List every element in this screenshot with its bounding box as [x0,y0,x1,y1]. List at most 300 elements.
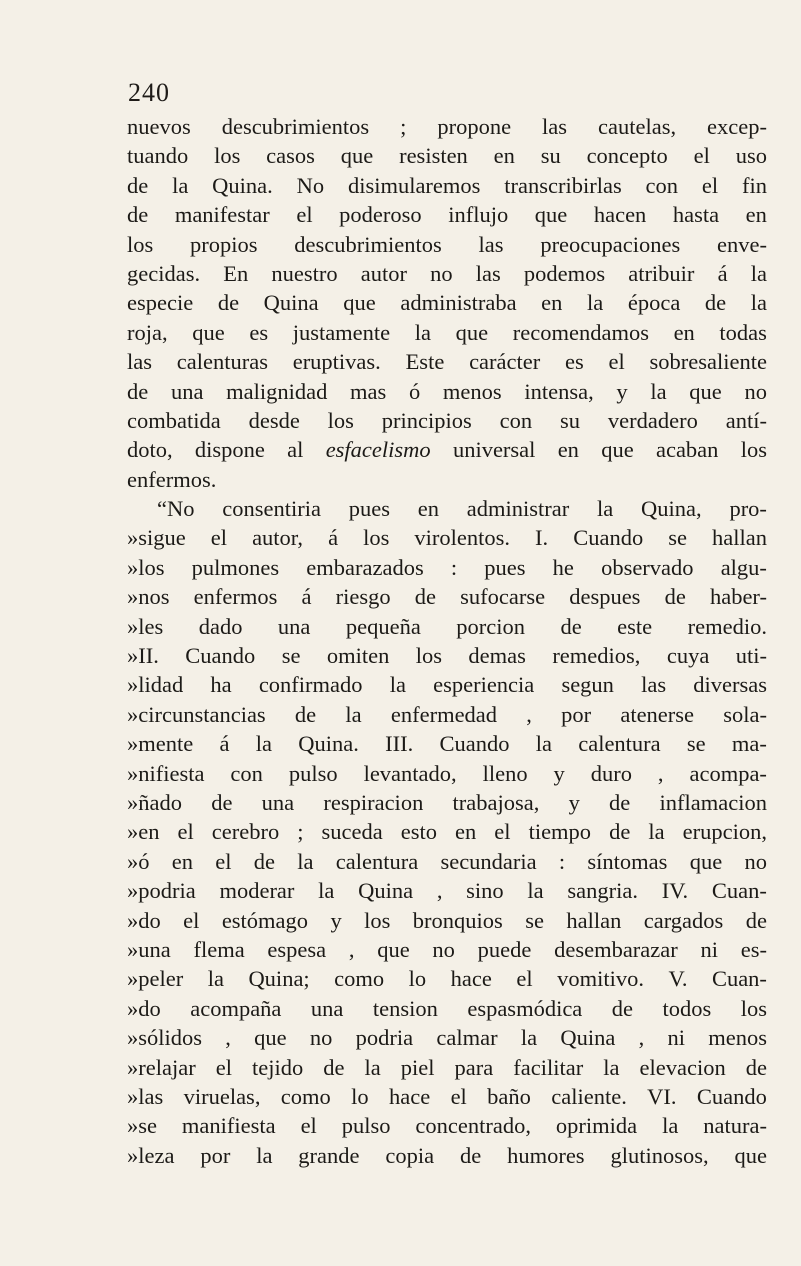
word: baño [487,1083,531,1109]
word: riesgo [335,584,391,610]
word: descubrimientos [294,231,442,257]
word: los [363,525,390,551]
word: secundaria [440,848,537,874]
word: calentura [335,848,419,874]
word: el [608,349,625,375]
word: cautelas, [598,114,677,139]
word: facilitar [513,1054,584,1080]
word: glutinosos, [610,1142,709,1168]
word: á [717,260,728,286]
word: las [478,231,504,257]
word: , [225,1025,231,1051]
word: diversas [693,672,767,698]
word: las [641,672,667,698]
word: el [450,1083,467,1109]
text-line [127,200,767,229]
word: enfermos. [127,466,217,492]
word: y [616,378,628,404]
word: remedio. [687,613,767,639]
word: hace [389,1083,431,1109]
word: sangria. [567,878,638,904]
word: en [455,819,477,845]
word: Quina. [298,731,359,757]
word: uso [735,143,767,169]
text-line [127,700,767,729]
word: una [261,789,295,815]
word: se [686,731,706,757]
word: se [281,643,301,669]
word: de [127,378,149,404]
word: la [527,878,544,904]
word: en [541,290,563,316]
word: los [214,143,241,169]
word: se [668,525,687,551]
word: Quina [358,878,414,904]
word: acaban [655,437,719,463]
word: caliente. [551,1083,627,1109]
word: roja, [127,319,168,345]
word: »relajar [127,1054,196,1080]
word: estómago [221,907,309,933]
word: la [255,731,272,757]
word: de [414,584,436,610]
word: á [219,731,230,757]
word: virolentos. [414,525,511,551]
word: en [745,202,767,228]
word: haber- [709,584,767,610]
word: enve- [717,231,767,257]
text-line [127,523,767,552]
word: de [127,202,149,228]
word: »sólidos [127,1025,203,1051]
word: su [540,143,561,169]
word: Cuando [696,1083,767,1109]
word: síntomas [587,848,668,874]
word: concepto [586,143,668,169]
word: »ó [127,848,150,874]
word: oprimida [555,1113,638,1139]
word: nuevos [127,114,191,139]
word: disimularemos [347,172,481,198]
word: cargados [643,907,724,933]
word: duro [590,760,632,786]
word: administrar [466,496,570,522]
word: Cuando [439,731,510,757]
word: »leza [127,1142,175,1168]
word: intensa, [524,378,594,404]
word: lleno [482,760,528,786]
word: Quina, [641,496,702,522]
word: »podria [127,878,196,904]
text-line [127,994,767,1023]
word: enfermos [193,584,278,610]
text-line [127,582,767,611]
word: En [223,260,249,286]
word: tension [372,995,438,1021]
word: carácter [469,349,541,375]
word: VI. [647,1083,677,1109]
word: fin [741,172,767,198]
text-line [127,318,767,347]
word: que [601,437,634,463]
word: pulso [341,1113,391,1139]
word: »nos [127,584,170,610]
word: esperiencia [433,672,535,698]
word: dispone [194,437,265,463]
text-line [127,259,767,288]
word: al [287,437,304,463]
word: la [389,672,406,698]
word: pues [484,554,526,580]
text-line [127,1082,767,1111]
word: su [560,407,581,433]
word: copia [385,1142,435,1168]
word: remedios, [552,643,641,669]
text-line [127,171,767,200]
word: ni [667,1025,685,1051]
word: : [450,554,458,580]
text-line [127,435,767,464]
word: pro- [729,496,767,522]
word: esfacelismo [325,437,431,463]
word: de [459,1142,482,1168]
word: ma- [731,731,767,757]
word: la [750,290,767,316]
word: por [561,701,592,727]
word: atribuir [628,260,695,286]
word: la [597,496,614,522]
word: el [516,966,533,992]
text-line [127,612,767,641]
word: la [414,319,432,345]
word: atenerse [620,701,695,727]
word: concentrado, [415,1113,531,1139]
word: una [170,378,204,404]
word: preocupaciones [540,231,681,257]
word: suceda [321,819,383,845]
word: observado [601,554,694,580]
word: que [689,378,722,404]
word: las [542,114,568,139]
word: Este [405,349,445,375]
word: y [330,907,342,933]
word: los [327,407,354,433]
word: doto, [127,437,173,463]
word: á [328,525,339,551]
word: que [343,290,376,316]
word: pequeña [345,613,421,639]
word: los [740,437,767,463]
word: la [603,1054,620,1080]
word: »sigue [127,525,186,551]
word: Cuan- [711,878,767,904]
word: »II. [127,643,159,669]
body-text [127,112,767,1170]
word: en [493,143,515,169]
word: podria [355,1025,414,1051]
word: la [750,260,767,286]
word: con [645,172,679,198]
word: piel [400,1054,435,1080]
word: de [323,1054,345,1080]
word: embarazados [306,554,424,580]
word: de [664,584,686,610]
word: acompa- [689,760,767,786]
word: el [183,907,200,933]
text-line [127,788,767,817]
word: de [609,819,631,845]
word: III. [385,731,414,757]
word: á [301,584,312,610]
text-line [127,288,767,317]
word: menos [708,1025,767,1051]
word: viruelas, [183,1083,261,1109]
word: Cuando [185,643,256,669]
word: que [455,319,489,345]
text-line [127,847,767,876]
word: ; [400,114,407,139]
word: despues [569,584,641,610]
word: autor [360,260,407,286]
word: mas [350,378,387,404]
word: de [253,848,275,874]
word: principios [381,407,472,433]
text-line [127,230,767,259]
word: “No [157,496,195,522]
word: sufocarse [460,584,546,610]
word: »circunstancias [127,701,266,727]
word: y [568,789,580,815]
word: se [525,907,544,933]
word: de [217,290,240,316]
word: demas [468,643,526,669]
word: la [297,848,314,874]
word: he [552,554,574,580]
word: recomendamos [512,319,649,345]
word: calentura [578,731,661,757]
word: , [657,760,664,786]
word: que [192,319,225,345]
word: antí- [725,407,767,433]
word: los [415,643,443,669]
word: de [127,172,149,198]
word: bronquios [412,907,503,933]
word: que [254,1025,287,1051]
text-line [127,465,767,494]
word: es- [740,936,767,962]
word: Quina [560,1025,616,1051]
word: menos [442,378,502,404]
text-line [127,553,767,582]
word: resisten [399,143,468,169]
word: confirmado [258,672,363,698]
word: las [127,349,152,375]
word: no [744,848,767,874]
word: No [296,172,325,198]
text-line [127,906,767,935]
word: dado [198,613,243,639]
word: que [734,1142,767,1168]
word: , [638,1025,645,1051]
word: verdadero [607,407,698,433]
word: ni [700,936,718,962]
word: el [693,143,710,169]
word: tiempo [528,819,592,845]
word: de [745,907,767,933]
word: : [558,848,566,874]
word: es [564,349,584,375]
word: hacen [593,202,647,228]
word: uti- [735,643,767,669]
word: especie [127,290,194,316]
word: »en [127,819,160,845]
word: el [494,819,511,845]
word: trabajosa, [452,789,540,815]
word: elevacion [639,1054,726,1080]
word: el [296,202,313,228]
text-line [127,1023,767,1052]
word: consentiria [222,496,321,522]
word: segun [561,672,614,698]
word: manifiesta [181,1113,276,1139]
text-line [127,759,767,788]
word: ha [210,672,232,698]
text-line [127,377,767,406]
word: para [454,1054,494,1080]
word: propios [190,231,258,257]
word: espesa [267,936,327,962]
word: de [609,789,631,815]
word: y [553,760,565,786]
word: una [310,995,344,1021]
word: de [294,701,317,727]
word: respiracion [323,789,424,815]
word: de [611,995,634,1021]
text-line [127,641,767,670]
word: Quina. [212,172,273,198]
word: casos [266,143,315,169]
word: de [704,290,727,316]
word: universal [452,437,536,463]
word: los [740,995,767,1021]
word: pues [348,496,390,522]
page-number: 240 [128,78,170,107]
word: calenturas [176,349,268,375]
word: la [535,731,552,757]
text-line [127,112,767,141]
word: gecidas. [127,260,201,286]
word: no [309,1025,333,1051]
word: que [689,848,723,874]
word: con [499,407,533,433]
word: la [520,1025,538,1051]
word: época [627,290,681,316]
text-line [127,729,767,758]
word: transcribirlas [504,172,622,198]
word: que [340,143,374,169]
word: podemos [523,260,606,286]
word: este [617,613,653,639]
word: hallan [712,525,767,551]
word: erupcion, [682,819,767,845]
word: »ñado [127,789,182,815]
word: el [210,525,228,551]
word: poderoso [339,202,422,228]
word: no [744,378,767,404]
text-line [127,406,767,435]
word: la [364,1054,381,1080]
word: eruptivas. [292,349,381,375]
word: todos [662,995,712,1021]
word: como [334,966,385,992]
word: sobresaliente [649,349,767,375]
word: »nifiesta [127,760,205,786]
word: justamente [292,319,391,345]
text-line [127,1111,767,1140]
word: el [177,819,194,845]
word: moderar [219,878,295,904]
word: pulmones [191,554,280,580]
text-line [127,935,767,964]
word: influjo [448,202,509,228]
word: que [534,202,568,228]
word: nuestro [271,260,338,286]
word: excep- [707,114,767,139]
word: tejido [251,1054,304,1080]
word: ; [297,819,304,845]
word: la [345,701,362,727]
word: humores [507,1142,585,1168]
word: no [430,260,453,286]
word: esto [400,819,438,845]
word: enfermedad [390,701,498,727]
word: IV. [661,878,689,904]
word: todas [719,319,767,345]
text-line [127,876,767,905]
word: es [249,319,269,345]
word: administraba [400,290,517,316]
word: la [172,172,189,198]
word: »lidad [127,672,184,698]
word: de [211,789,233,815]
text-line [127,347,767,376]
text-line [127,1141,767,1170]
word: los [364,907,391,933]
word: »les [127,613,164,639]
word: la [662,1113,679,1139]
word: vomitivo. [557,966,644,992]
word: acompaña [190,995,282,1021]
word: una [277,613,311,639]
word: V. [668,966,688,992]
word: »do [127,907,161,933]
text-line [127,670,767,699]
word: algu- [720,554,767,580]
word: combatida [127,407,221,433]
word: por [200,1142,231,1168]
word: espasmódica [467,995,583,1021]
text-line [127,964,767,993]
word: que [377,936,410,962]
word: en [673,319,695,345]
word: el [215,848,232,874]
word: Cuan- [711,966,767,992]
word: calmar [436,1025,498,1051]
word: los [127,231,154,257]
word: malignidad [226,378,328,404]
word: »do [127,995,161,1021]
word: la [648,819,665,845]
